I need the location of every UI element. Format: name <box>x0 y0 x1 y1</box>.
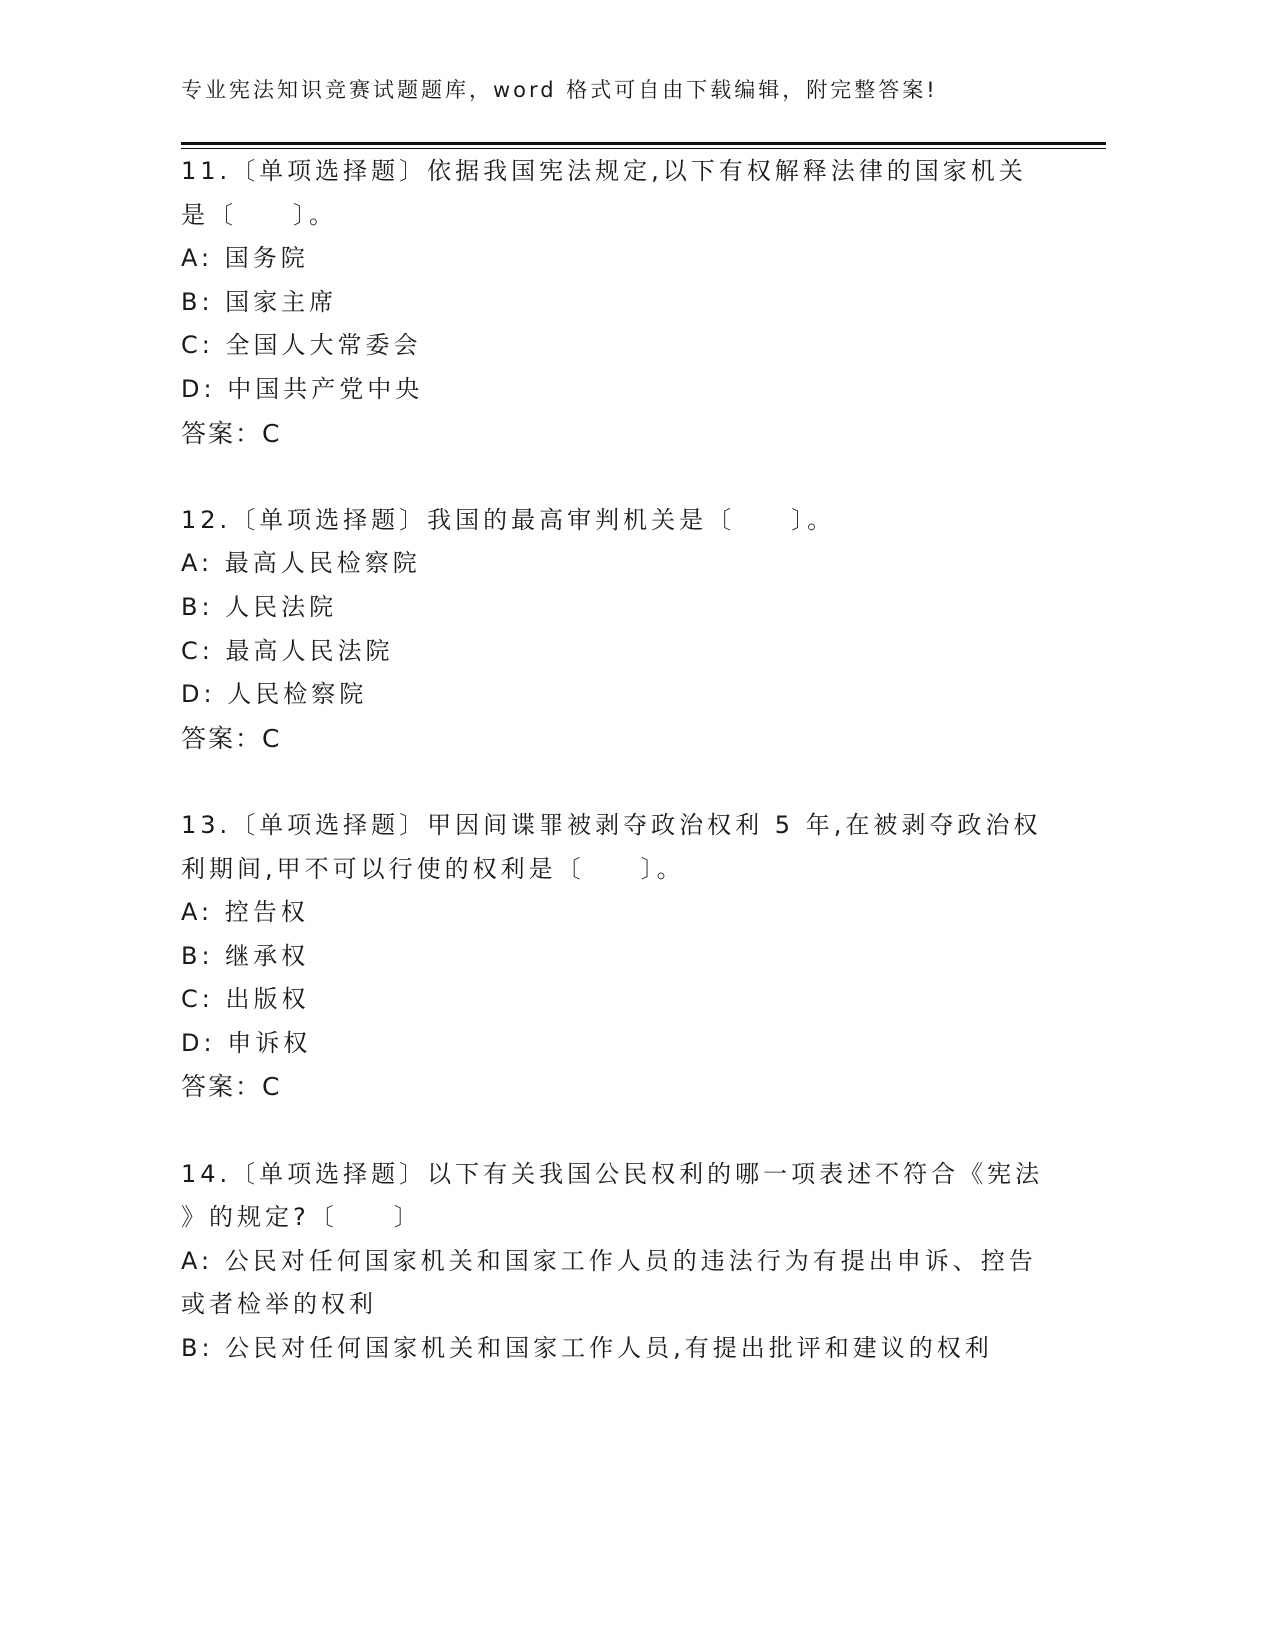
option-c: C: 最高人民法院 <box>181 636 394 665</box>
option-b: B: 公民对任何国家机关和国家工作人员,有提出批评和建议的权利 <box>181 1334 993 1363</box>
answer: 答案：C <box>181 418 282 448</box>
page-header: 专业宪法知识竞赛试题题库，word 格式可自由下载编辑，附完整答案! <box>181 78 938 102</box>
question-stem: 是〔 〕。 <box>181 200 337 229</box>
option-a: A: 控告权 <box>181 898 309 927</box>
question-stem: 利期间,甲不可以行使的权利是〔 〕。 <box>181 854 685 883</box>
option-a-continued: 或者检举的权利 <box>181 1290 377 1319</box>
option-a: A: 公民对任何国家机关和国家工作人员的违法行为有提出申诉、控告 <box>181 1246 1037 1275</box>
option-d: D: 申诉权 <box>181 1028 312 1057</box>
option-d: D: 中国共产党中央 <box>181 374 424 403</box>
question-stem: 》的规定?〔 〕 <box>181 1203 422 1232</box>
option-b: B: 继承权 <box>181 941 310 970</box>
header-divider <box>181 142 1106 149</box>
question-stem: 12.〔单项选择题〕我国的最高审判机关是〔 〕。 <box>181 505 836 534</box>
question-list <box>181 150 1044 1414</box>
option-b: B: 人民法院 <box>181 592 338 621</box>
question-stem: 11.〔单项选择题〕依据我国宪法规定,以下有权解释法律的国家机关 <box>181 157 1027 185</box>
question-stem: 14.〔单项选择题〕以下有关我国公民权利的哪一项表述不符合《宪法 <box>181 1159 1044 1188</box>
option-a: A: 最高人民检察院 <box>181 549 421 578</box>
option-c: C: 出版权 <box>181 985 310 1014</box>
question-11 <box>181 150 1041 455</box>
question-12 <box>181 499 1041 761</box>
question-13 <box>181 804 1041 1109</box>
option-c: C: 全国人大常委会 <box>181 331 422 360</box>
question-stem: 13.〔单项选择题〕甲因间谍罪被剥夺政治权利 5 年,在被剥夺政治权 <box>181 810 1042 839</box>
answer: 答案：C <box>181 723 282 753</box>
option-a: A: 国务院 <box>181 244 309 273</box>
answer: 答案：C <box>181 1072 282 1102</box>
question-14 <box>181 1153 1044 1371</box>
option-d: D: 人民检察院 <box>181 680 368 709</box>
option-b: B: 国家主席 <box>181 287 338 316</box>
